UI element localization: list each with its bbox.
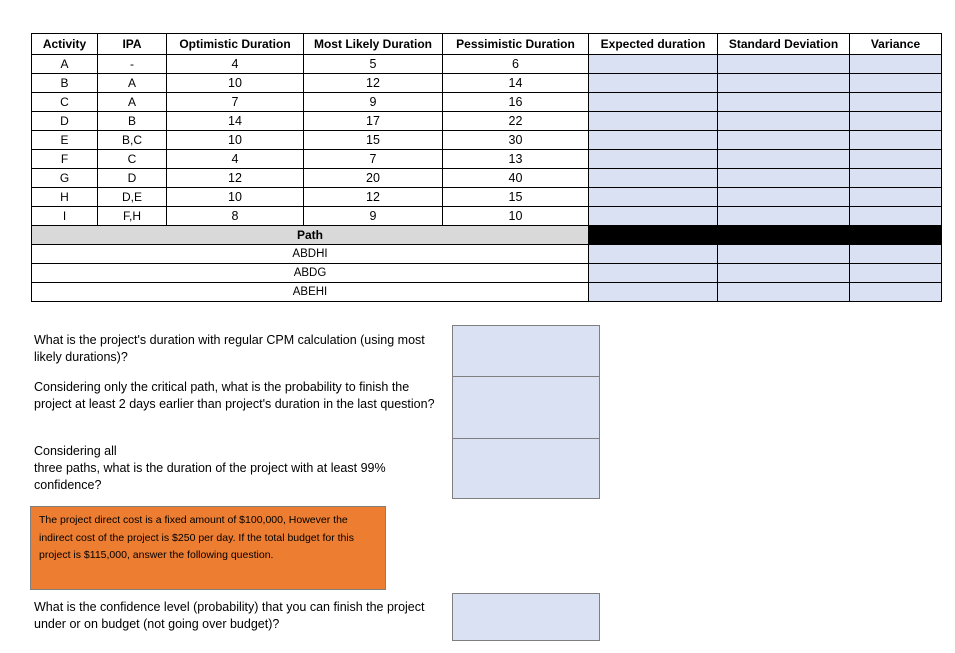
path-std-dev-input-cell[interactable] [718,283,850,302]
pessimistic-cell: 14 [443,74,589,93]
activity-cell: A [32,55,98,74]
activity-cell: F [32,150,98,169]
variance-input-cell[interactable] [850,188,942,207]
std-dev-input-cell[interactable] [718,188,850,207]
pessimistic-cell: 22 [443,112,589,131]
header-activity: Activity [32,34,98,55]
answer-box-99-confidence[interactable] [452,438,600,499]
expected-input-cell[interactable] [589,55,718,74]
header-pessimistic: Pessimistic Duration [443,34,589,55]
path-expected-input-cell[interactable] [589,283,718,302]
variance-input-cell[interactable] [850,55,942,74]
std-dev-input-cell[interactable] [718,74,850,93]
table-row [32,93,942,112]
answer-box-critical-path-probability[interactable] [452,376,600,439]
header-ipa: IPA [98,34,167,55]
table-row [32,131,942,150]
variance-input-cell[interactable] [850,93,942,112]
header-row [32,34,942,55]
question-99-confidence [34,443,444,494]
most-likely-cell: 12 [304,188,443,207]
optimistic-cell: 10 [167,74,304,93]
table-row [32,150,942,169]
path-std-dev-input-cell[interactable] [718,264,850,283]
std-dev-input-cell[interactable] [718,55,850,74]
variance-input-cell[interactable] [850,112,942,131]
path-row [32,245,942,264]
activity-cell: C [32,93,98,112]
header-optimistic: Optimistic Duration [167,34,304,55]
most-likely-cell: 7 [304,150,443,169]
activity-cell: G [32,169,98,188]
optimistic-cell: 8 [167,207,304,226]
path-expected-input-cell[interactable] [589,245,718,264]
std-dev-input-cell[interactable] [718,131,850,150]
pessimistic-cell: 30 [443,131,589,150]
table-row [32,188,942,207]
table-row [32,169,942,188]
pessimistic-cell: 10 [443,207,589,226]
path-row [32,264,942,283]
question-budget-confidence: What is the confidence level (probability) that you can finish the project under or on budget (not going over budget)? [34,600,425,631]
variance-input-cell[interactable] [850,169,942,188]
std-dev-input-cell[interactable] [718,207,850,226]
ipa-cell: A [98,74,167,93]
header-most-likely: Most Likely Duration [304,34,443,55]
ipa-cell: A [98,93,167,112]
most-likely-cell: 5 [304,55,443,74]
expected-input-cell[interactable] [589,74,718,93]
path-row [32,283,942,302]
path-std-dev-input-cell[interactable] [718,245,850,264]
std-dev-input-cell[interactable] [718,169,850,188]
optimistic-cell: 14 [167,112,304,131]
variance-input-cell[interactable] [850,74,942,93]
path-variance-input-cell[interactable] [850,264,942,283]
variance-input-cell[interactable] [850,131,942,150]
optimistic-cell: 10 [167,131,304,150]
answer-box-budget-confidence[interactable] [452,593,600,641]
pessimistic-cell: 13 [443,150,589,169]
header-variance: Variance [850,34,942,55]
activity-table [31,33,942,302]
question-critical-path-probability: Considering only the critical path, what is the probability to finish the project at least 2 days earlier than project's duration in the last question? [34,380,435,411]
pessimistic-cell: 15 [443,188,589,207]
path-header-black-band [589,226,942,245]
activity-cell: E [32,131,98,150]
path-expected-input-cell[interactable] [589,264,718,283]
ipa-cell: C [98,150,167,169]
most-likely-cell: 9 [304,93,443,112]
variance-input-cell[interactable] [850,207,942,226]
activity-cell: H [32,188,98,207]
table-row [32,207,942,226]
pessimistic-cell: 40 [443,169,589,188]
optimistic-cell: 7 [167,93,304,112]
pessimistic-cell: 6 [443,55,589,74]
most-likely-cell: 17 [304,112,443,131]
activity-cell: B [32,74,98,93]
answer-box-cpm-duration[interactable] [452,325,600,377]
ipa-cell: F,H [98,207,167,226]
path-header-row [32,226,942,245]
most-likely-cell: 9 [304,207,443,226]
table-row [32,112,942,131]
path-variance-input-cell[interactable] [850,245,942,264]
budget-note: The project direct cost is a fixed amount of $100,000, However the indirect cost of the project is $250 per day. If the total budget for this project is $115,000, answer the following question. [30,506,386,590]
expected-input-cell[interactable] [589,93,718,112]
most-likely-cell: 12 [304,74,443,93]
path-variance-input-cell[interactable] [850,283,942,302]
ipa-cell: B [98,112,167,131]
table-row [32,74,942,93]
activity-cell: D [32,112,98,131]
path-cell: ABEHI [32,283,589,302]
most-likely-cell: 15 [304,131,443,150]
ipa-cell: B,C [98,131,167,150]
path-cell: ABDHI [32,245,589,264]
expected-input-cell[interactable] [589,150,718,169]
activity-cell: I [32,207,98,226]
std-dev-input-cell[interactable] [718,150,850,169]
ipa-cell: - [98,55,167,74]
path-cell: ABDG [32,264,589,283]
question-cpm-duration: What is the project's duration with regular CPM calculation (using most likely durations)? [34,333,425,364]
optimistic-cell: 10 [167,188,304,207]
expected-input-cell[interactable] [589,131,718,150]
ipa-cell: D [98,169,167,188]
optimistic-cell: 4 [167,55,304,74]
most-likely-cell: 20 [304,169,443,188]
variance-input-cell[interactable] [850,150,942,169]
question-99-confidence-line1: Considering all [34,444,117,458]
expected-input-cell[interactable] [589,188,718,207]
table-row [32,55,942,74]
optimistic-cell: 4 [167,150,304,169]
expected-input-cell[interactable] [589,169,718,188]
std-dev-input-cell[interactable] [718,112,850,131]
expected-input-cell[interactable] [589,112,718,131]
optimistic-cell: 12 [167,169,304,188]
ipa-cell: D,E [98,188,167,207]
header-std-dev: Standard Deviation [718,34,850,55]
std-dev-input-cell[interactable] [718,93,850,112]
pessimistic-cell: 16 [443,93,589,112]
header-expected: Expected duration [589,34,718,55]
question-99-confidence-line2: three paths, what is the duration of the project with at least 99% confidence? [34,461,386,492]
path-header: Path [32,226,589,245]
expected-input-cell[interactable] [589,207,718,226]
